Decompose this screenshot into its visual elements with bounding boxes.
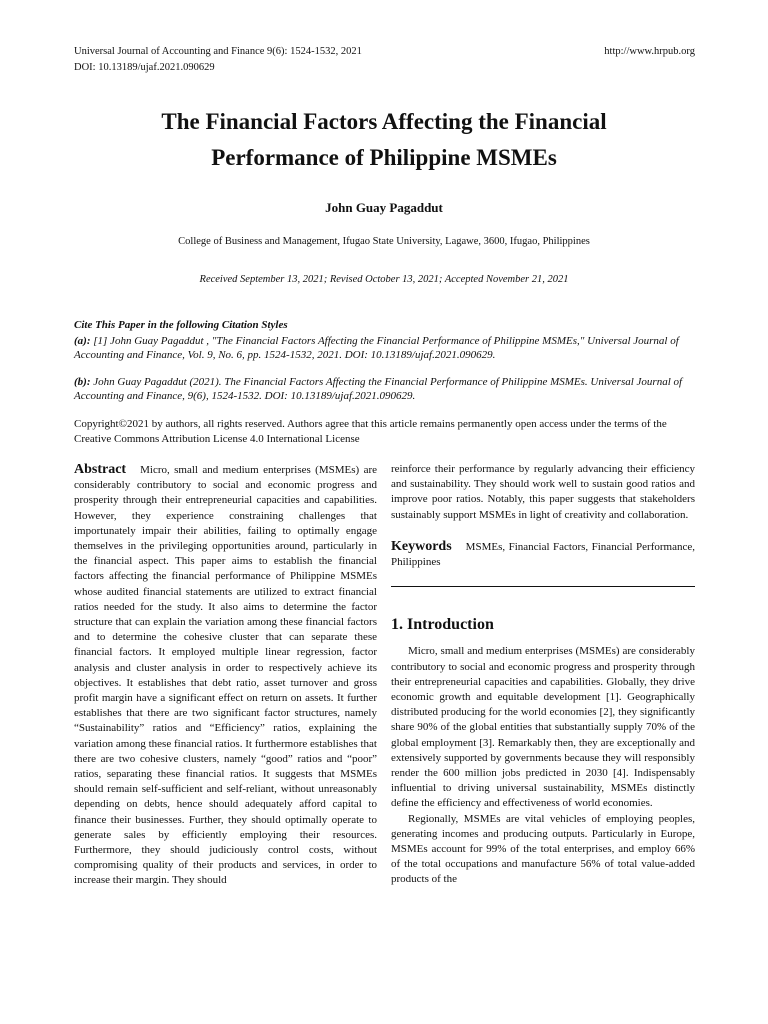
author-name: John Guay Pagaddut — [325, 200, 443, 215]
citation-style-b — [74, 375, 695, 404]
citation-a-text: [1] John Guay Pagaddut , "The Financial Factors Affecting the Financial Performance of Philippine MSMEs," Universal Journal of Accounting and Finance, Vol. 9, No. 6, pp. 1524-1532, 2021. DOI: 10.13189/ujaf.2021.090629. — [74, 334, 679, 361]
introduction-paragraph-2: Regionally, MSMEs are vital vehicles of employing peoples, generating incomes and producing outputs. Particularly in Europe, MSMEs account for 99% of the total enterprises, and employ 66% of the total occupations and manufacture 56% of total value-added products of the — [391, 812, 695, 886]
section-divider — [391, 586, 695, 587]
citation-block — [74, 318, 695, 404]
citation-b-text: John Guay Pagaddut (2021). The Financial Factors Affecting the Financial Performance of Philippine MSMEs. Universal Journal of Accounting and Finance, 9(6), 1524-1532. DOI: 10.13189/ujaf.2021.090629. — [74, 375, 683, 402]
journal-citation: Universal Journal of Accounting and Finance 9(6): 1524-1532, 2021 — [74, 46, 362, 57]
citation-heading: Cite This Paper in the following Citation Styles — [74, 319, 288, 331]
journal-doi: DOI: 10.13189/ujaf.2021.090629 — [74, 62, 215, 73]
journal-header — [74, 44, 695, 76]
introduction-heading: 1. Introduction — [391, 616, 494, 634]
paper-title — [60, 104, 708, 176]
copyright-notice: Copyright©2021 by authors, all rights reserved. Authors agree that this article remains permanently open access under the terms of the Creative Commons Attribution License 4.0 International License — [74, 418, 667, 445]
keywords-text: MSMEs, Financial Factors, Financial Performance, Philippines — [391, 540, 695, 569]
citation-b-label: (b): — [74, 375, 91, 388]
abstract-paragraph — [74, 462, 377, 889]
citation-style-a — [74, 334, 695, 363]
left-column — [74, 462, 377, 889]
introduction-paragraph-1: Micro, small and medium enterprises (MSMEs) are considerably contributory to social and economic progress and prosperity through their entrepreneurial capacities and capabilities. Globally, they drive economic growth and equitable development [1]. Geographically distributed producing for the world economies [2], they significantly share 90% of the global entities that substantially supply 70% of the global employment [3]. Remarkably then, they are exceptionally and extensively supported by governments because they will responsibly render the 600 million jobs predicted in 2030 [4]. Indispensably influential to driving universal sustainability, MSMEs distinctly define the efficiency and effectiveness of world economies. — [391, 645, 695, 810]
author-affiliation: College of Business and Management, Ifugao State University, Lagawe, 3600, Ifugao, Philippines — [178, 236, 590, 247]
abstract-text: Micro, small and medium enterprises (MSMEs) are considerably contributory to social and economic progress and prosperity through their entrepreneurial capacities and capabilities. However, they experience constraining challenges that importunately impair their abilities, failing to optimally engage themselves in the privileging opportunities around, particularly in the financial aspect. This paper aims to establish the financial factors affecting the financial performance of Philippine MSMEs whose audited financial statements are utilized to extract financial ratios needed for the study. It also aims to determine the factor structure that can explain the variation among these financial factors and to determine the cohesive cluster that can separate these financial factors. It employed multiple linear regression, factor analysis and cluster analysis in order to respectively achieve its objectives. It establishes that debt ratio, asset turnover and gross profit margin have a significant effect on return on assets. It further establishes that there are two significant factor structures, namely “Sustainability” ratios and “Efficiency” ratios, explaining the variation among these financial ratios. It furthermore establishes that there are two cohesive clusters, namely “good” ratios and “poor” ratios, separating these financial ratios. It suggests that MSMEs should remain self-sufficient and self-reliant, without unreasonably depending on debts, hence should adequately afford capital to finance their businesses. Further, they should optimally operate to generate sales by efficiently employing their resources. Furthermore, they should judiciously control costs, without compromising quality of their products and services, in order to increase their margin. They should — [74, 464, 377, 887]
journal-url[interactable]: http://www.hrpub.org — [604, 46, 695, 57]
keywords-paragraph — [391, 539, 695, 570]
right-column — [391, 462, 695, 888]
title-line-1: The Financial Factors Affecting the Financial — [161, 109, 607, 134]
title-line-2: Performance of Philippine MSMEs — [211, 145, 557, 170]
citation-a-label: (a): — [74, 334, 91, 347]
abstract-continuation: reinforce their performance by regularly advancing their efficiency and sustainability. They should work well to sustain good ratios and improve poor ratios. Notably, this paper suggests that stakeholders sustainably support MSMEs in light of creativity and collaboration. — [391, 463, 695, 521]
keywords-label: Keywords — [391, 538, 452, 554]
publication-dates: Received September 13, 2021; Revised October 13, 2021; Accepted November 21, 2021 — [199, 274, 569, 285]
abstract-label: Abstract — [74, 462, 127, 477]
